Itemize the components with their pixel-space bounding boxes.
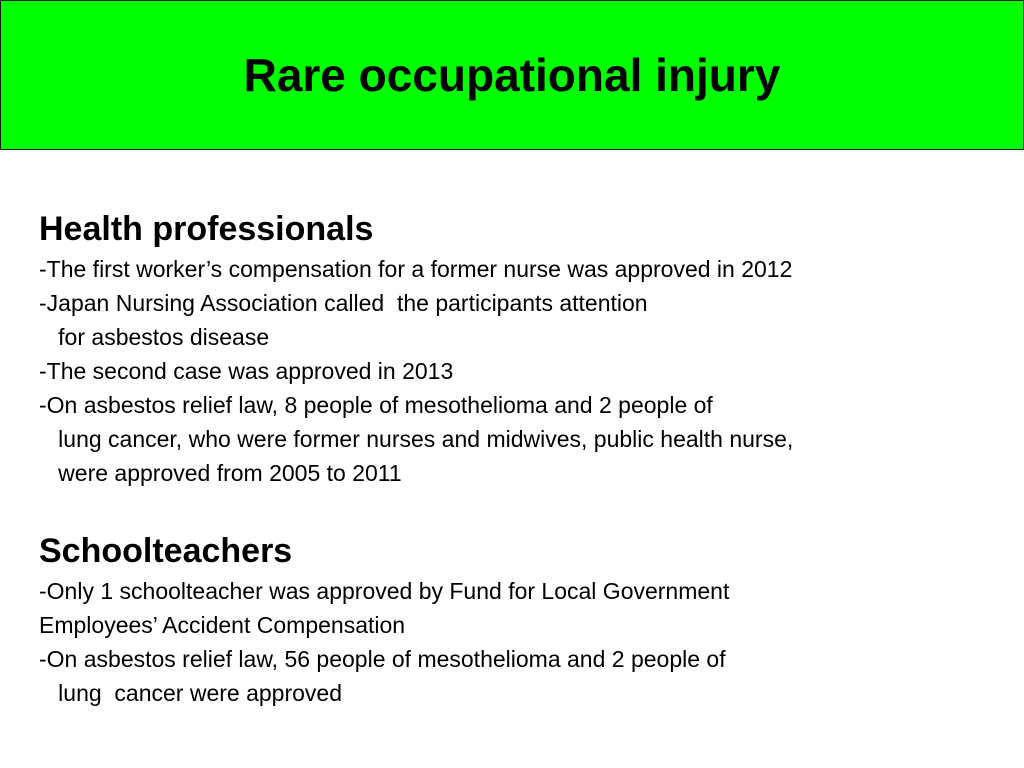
body-line: -On asbestos relief law, 56 people of mesothelioma and 2 people of	[39, 646, 726, 672]
section-heading: Health professionals	[39, 210, 374, 248]
body-line: lung cancer, who were former nurses and midwives, public health nurse,	[39, 426, 794, 452]
section-schoolteachers	[39, 528, 1014, 710]
section-heading: Schoolteachers	[39, 532, 293, 570]
body-line: -On asbestos relief law, 8 people of mesothelioma and 2 people of	[39, 392, 713, 418]
slide-body	[39, 206, 1014, 710]
slide-title: Rare occupational injury	[243, 49, 781, 101]
body-line: -Only 1 schoolteacher was approved by Fund for Local Government	[39, 578, 730, 604]
section-health-professionals	[39, 206, 1014, 490]
body-line: -Japan Nursing Association called the participants attention	[39, 290, 648, 316]
body-line: -The first worker’s compensation for a former nurse was approved in 2012	[39, 256, 793, 282]
body-line: lung cancer were approved	[39, 680, 343, 706]
section-spacer	[39, 490, 1014, 528]
title-banner	[0, 0, 1024, 150]
body-line: for asbestos disease	[39, 324, 270, 350]
body-line: -The second case was approved in 2013	[39, 358, 454, 384]
body-line: Employees’ Accident Compensation	[39, 612, 406, 638]
body-line: were approved from 2005 to 2011	[39, 460, 402, 486]
